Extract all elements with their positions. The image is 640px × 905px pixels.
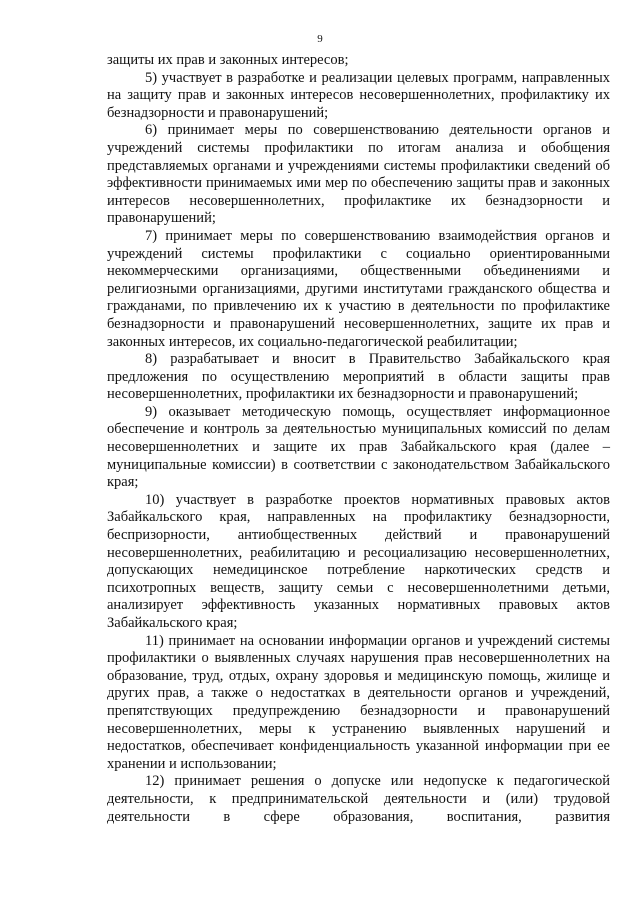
paragraph-item-9: 9) оказывает методическую помощь, осуществляет информационное обеспечение и контроль за деятельностью муниципальных комиссий по делам несовершеннолетних и защите их прав Забайкальского края (далее – муниципальные комиссии) в соответствии с законодательством Забайкальского края; bbox=[107, 403, 610, 491]
paragraph-item-11: 11) принимает на основании информации органов и учреждений системы профилактики о выявленных случаях нарушения прав несовершеннолетних на образование, труд, отдых, охрану здоровья и медицинскую помощь, жилище и других прав, а также о недостатках в деятельности органов и учреждений, препятствующих предупреждению безнадзорности и правонарушений несовершеннолетних, меры к устранению выявленных нарушений и недостатков, обеспечивает конфиденциальность указанной информации при ее хранении и использовании; bbox=[107, 632, 610, 772]
page-number: 9 bbox=[317, 33, 323, 45]
paragraph-item-8: 8) разрабатывает и вносит в Правительство Забайкальского края предложения по осуществлению мероприятий в области защиты прав несовершеннолетних, профилактики их безнадзорности и правонарушений; bbox=[107, 351, 610, 403]
document-body bbox=[107, 52, 610, 826]
paragraph-item-12: 12) принимает решения о допуске или недопуске к педагогической деятельности, к предпринимательской деятельности и (или) трудовой деятельности в сфере образования, воспитания, развития bbox=[107, 773, 610, 825]
paragraph-continuation: защиты их прав и законных интересов; bbox=[107, 52, 349, 68]
paragraph-item-7: 7) принимает меры по совершенствованию взаимодействия органов и учреждений системы профилактики с социально ориентированными некоммерческими организациями, общественными объединениями и религиозными организациями, другими институтами гражданского общества и гражданами, по привлечению их к участию в деятельности по профилактике безнадзорности и правонарушений несовершеннолетних, защите их прав и законных интересов, их социально-педагогической реабилитации; bbox=[107, 227, 610, 350]
paragraph-item-5: 5) участвует в разработке и реализации целевых программ, направленных на защиту прав и законных интересов несовершеннолетних, профилактику их безнадзорности и правонарушений; bbox=[107, 69, 610, 121]
paragraph-item-10: 10) участвует в разработке проектов нормативных правовых актов Забайкальского края, направленных на профилактику безнадзорности, беспризорности, антиобщественных действий и правонарушений несовершеннолетних, реабилитацию и ресоциализацию несовершеннолетних, допускающих немедицинское потребление наркотических средств и психотропных веществ, защиту семьи с несовершеннолетними детьми, анализирует эффективность указанных нормативных правовых актов Забайкальского края; bbox=[107, 491, 610, 631]
paragraph-item-6: 6) принимает меры по совершенствованию деятельности органов и учреждений системы профилактики по итогам анализа и обобщения представляемых органами и учреждениями системы профилактики сведений об эффективности принимаемых ими мер по обеспечению защиты прав и законных интересов несовершеннолетних, профилактике их безнадзорности и правонарушений; bbox=[107, 122, 610, 227]
